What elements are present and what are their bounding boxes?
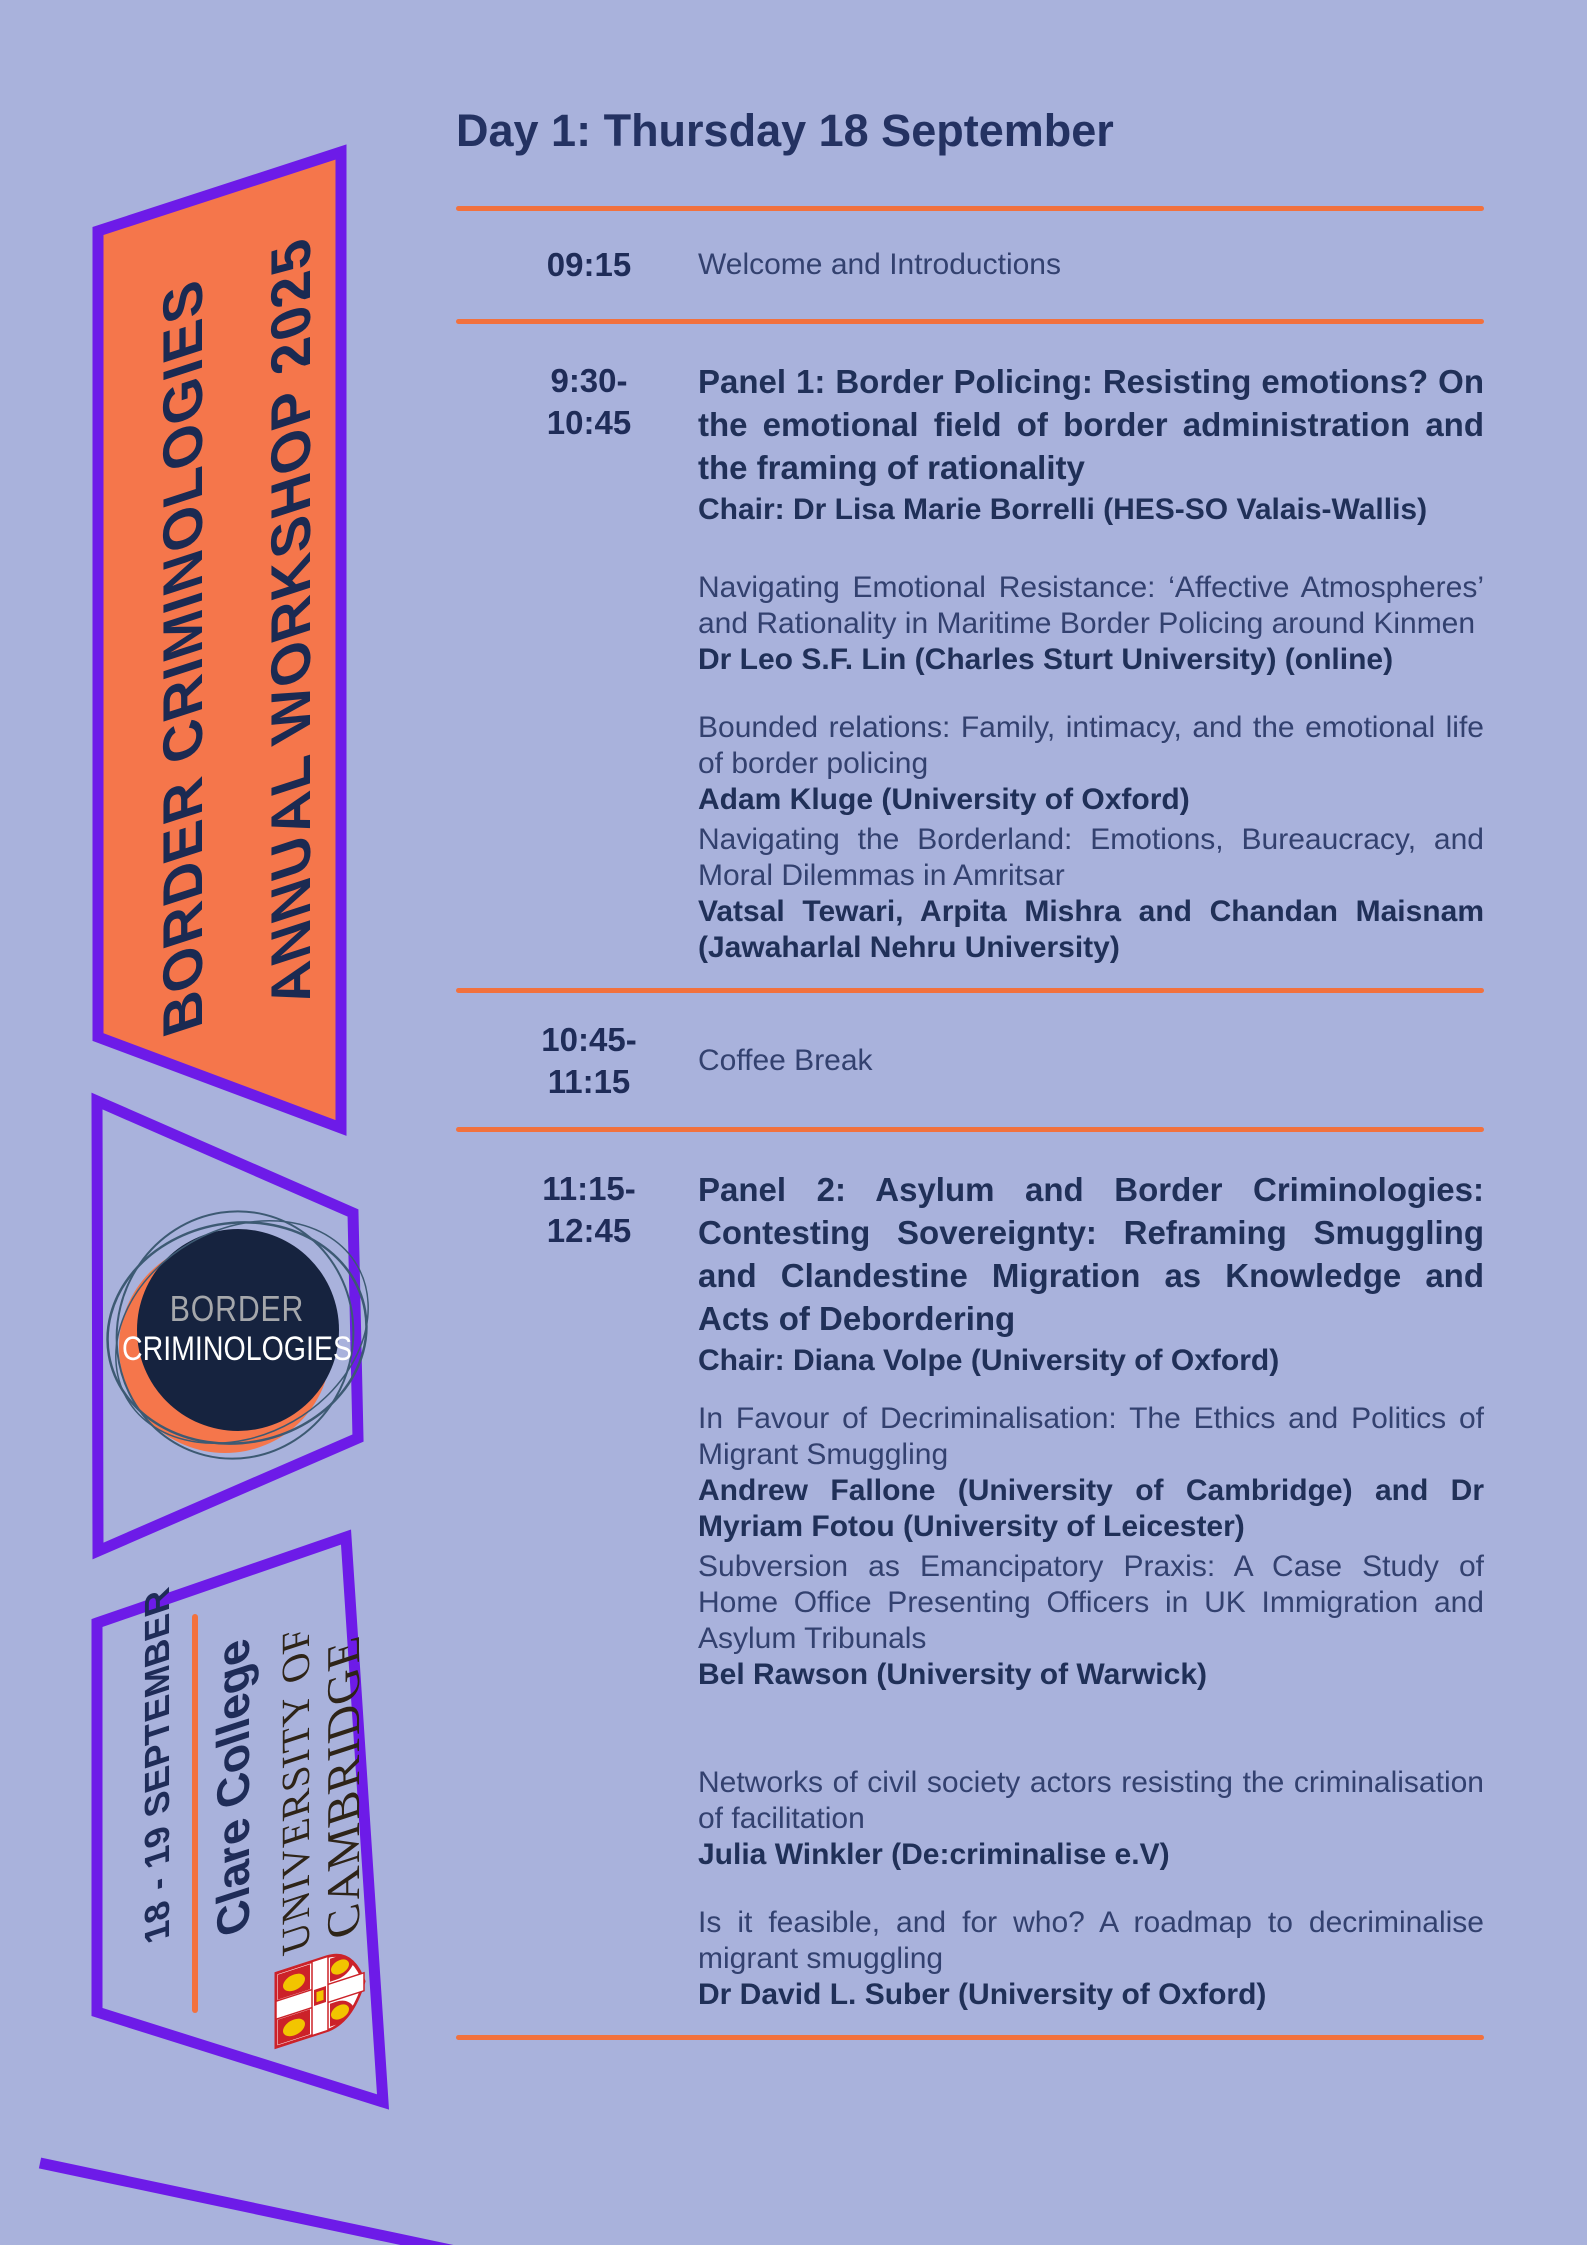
bottom-accent-line xyxy=(40,2163,460,2245)
panel-chair: Chair: Diana Volpe (University of Oxford) xyxy=(698,1344,1280,1378)
talk-title: Bounded relations: Family, intimacy, and the emotional life of border policing xyxy=(698,711,1484,781)
panel-chair: Chair: Dr Lisa Marie Borrelli (HES-SO Valais-Wallis) xyxy=(698,493,1428,527)
talk-item xyxy=(698,1401,1484,1545)
session-time xyxy=(494,244,684,286)
session-title: Welcome and Introductions xyxy=(698,248,1061,282)
talk-title: Subversion as Emancipatory Praxis: A Case Study of Home Office Presenting Officers in UK Immigration and Asylum Tribunals xyxy=(698,1550,1484,1656)
time-text: 10:45- xyxy=(541,1021,637,1059)
session-time xyxy=(494,1168,684,2013)
venue-name: Clare College xyxy=(207,1632,259,1944)
event-dates: 18 - 19 SEPTEMBER xyxy=(138,1582,177,1949)
panel-title: Panel 2: Asylum and Border Criminologies: Contesting Sovereignty: Reframing Smuggling and Clandestine Migration as Knowledge and Acts of Debordering xyxy=(698,1171,1484,1338)
talk-title: Navigating the Borderland: Emotions, Bureaucracy, and Moral Dilemmas in Amritsar xyxy=(698,823,1484,893)
banner-title-line2: ANNUAL WORKSHOP 2025 xyxy=(259,229,322,1016)
university-line1: UNIVERSITY OF xyxy=(272,1620,318,1961)
day-date: Thursday 18 September xyxy=(591,105,1114,157)
talk-item xyxy=(698,710,1484,818)
talk-speakers: Bel Rawson (University of Warwick) xyxy=(698,1658,1208,1692)
panel2-talks xyxy=(698,1401,1484,2013)
university-wordmark xyxy=(272,1604,369,1961)
schedule-row-panel1 xyxy=(456,324,1484,988)
talk-speakers: Vatsal Tewari, Arpita Mishra and Chandan Maisnam (Jawaharlal Nehru University) xyxy=(698,895,1484,965)
talk-title: Is it feasible, and for who? A roadmap to decriminalise migrant smuggling xyxy=(698,1906,1484,1976)
talk-item xyxy=(698,822,1484,966)
panel2-content xyxy=(698,1168,1484,2013)
talk-title: Networks of civil society actors resisting the criminalisation of facilitation xyxy=(698,1766,1484,1836)
logo-wordmark xyxy=(111,1288,363,1368)
logo-word-border: BORDER xyxy=(169,1288,305,1329)
university-of-cambridge-lockup xyxy=(268,1598,372,2052)
schedule-row-welcome xyxy=(456,211,1484,319)
talk-speakers: Dr Leo S.F. Lin (Charles Sturt University) (online) xyxy=(698,643,1394,677)
schedule-row-panel2 xyxy=(456,1132,1484,2035)
talk-speakers: Andrew Fallone (University of Cambridge) and Dr Myriam Fotou (University of Leicester) xyxy=(698,1474,1484,1544)
time-text: 09:15 xyxy=(546,246,632,284)
talk-item xyxy=(698,1765,1484,1873)
university-line2: CAMBRIDGE xyxy=(317,1628,370,1946)
talk-title: In Favour of Decriminalisation: The Ethics and Politics of Migrant Smuggling xyxy=(698,1402,1484,1472)
talk-item xyxy=(698,1549,1484,1693)
border-criminologies-logo xyxy=(87,1183,387,1483)
time-text: 12:45 xyxy=(546,1212,632,1250)
talk-title: Navigating Emotional Resistance: ‘Affective Atmospheres’ and Rationality in Maritime Border Policing around Kinmen xyxy=(698,571,1484,641)
talk-speakers: Dr David L. Suber (University of Oxford) xyxy=(698,1978,1267,2012)
time-text: 11:15 xyxy=(547,1063,631,1101)
session-time xyxy=(494,1019,684,1103)
talk-speakers: Adam Kluge (University of Oxford) xyxy=(698,783,1190,817)
workshop-banner-title xyxy=(122,138,352,1143)
banner-title-line1: BORDER CRIMINOLOGIES xyxy=(151,271,214,1045)
schedule-row-coffee xyxy=(456,993,1484,1127)
day1-schedule xyxy=(456,75,1484,2040)
talk-item xyxy=(698,1905,1484,2013)
panel1-talks xyxy=(698,570,1484,966)
divider xyxy=(456,2035,1484,2040)
talk-item xyxy=(698,570,1484,678)
day-label: Day 1: xyxy=(456,105,592,157)
page-title xyxy=(456,105,1484,157)
time-text: 10:45 xyxy=(546,404,632,442)
session-time xyxy=(494,360,684,966)
logo-word-criminologies: CRIMINOLOGIES xyxy=(121,1330,353,1368)
time-text: 9:30- xyxy=(550,362,628,400)
talk-speakers: Julia Winkler (De:criminalise e.V) xyxy=(698,1838,1170,1872)
panel-title: Panel 1: Border Policing: Resisting emotions? On the emotional field of border administration and the framing of rationality xyxy=(698,363,1484,487)
panel1-content xyxy=(698,360,1484,966)
session-title: Coffee Break xyxy=(698,1044,873,1078)
time-text: 11:15- xyxy=(542,1170,636,1208)
